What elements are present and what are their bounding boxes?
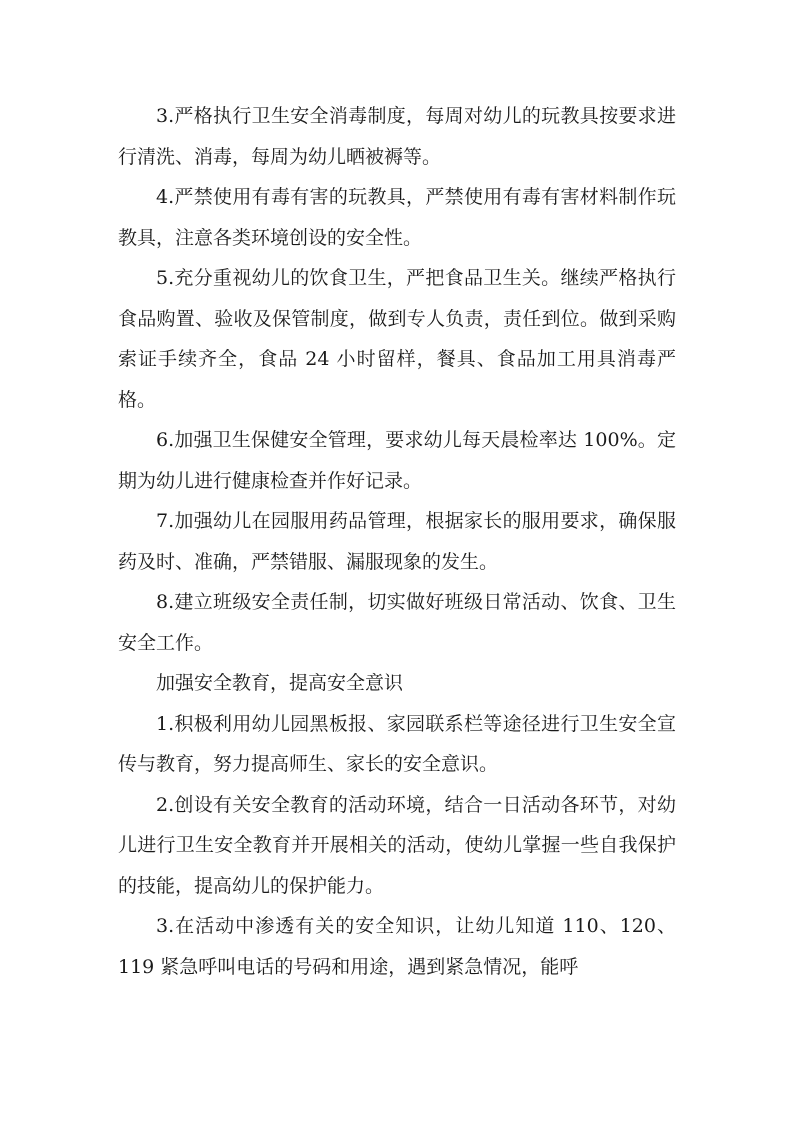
paragraph-toxic-toys: 4.严禁使用有毒有害的玩教具，严禁使用有毒有害材料制作玩教具，注意各类环境创设的安全性。 [118,186,676,249]
paragraph-medication: 7.加强幼儿在园服用药品管理，根据家长的服用要求，确保服药及时、准确，严禁错服、漏服现象的发生。 [118,510,676,573]
paragraph-publicity: 1.积极利用幼儿园黑板报、家园联系栏等途径进行卫生安全宣传与教育，努力提高师生、家长的安全意识。 [118,712,676,775]
paragraph-emergency-numbers: 3.在活动中渗透有关的安全知识，让幼儿知道 110、120、119 紧急呼叫电话的号码和用途，遇到紧急情况，能呼 [118,915,676,978]
paragraph-class-responsibility: 8.建立班级安全责任制，切实做好班级日常活动、饮食、卫生安全工作。 [118,591,676,654]
paragraph-disinfection: 3.严格执行卫生安全消毒制度，每周对幼儿的玩教具按要求进行清洗、消毒，每周为幼儿晒被褥等。 [118,105,676,168]
document-body [118,96,676,987]
paragraph-activity-environment: 2.创设有关安全教育的活动环境，结合一日活动各环节，对幼儿进行卫生安全教育并开展相关的活动，使幼儿掌握一些自我保护的技能，提高幼儿的保护能力。 [118,793,676,897]
section-heading-safety-education: 加强安全教育，提高安全意识 [156,672,404,694]
paragraph-food-hygiene: 5.充分重视幼儿的饮食卫生，严把食品卫生关。继续严格执行食品购置、验收及保管制度，做到专人负责，责任到位。做到采购索证手续齐全，食品 24 小时留样，餐具、食品加工用具消毒严格。 [118,267,676,411]
paragraph-health-check: 6.加强卫生保健安全管理，要求幼儿每天晨检率达 100%。定期为幼儿进行健康检查并作好记录。 [118,429,676,492]
